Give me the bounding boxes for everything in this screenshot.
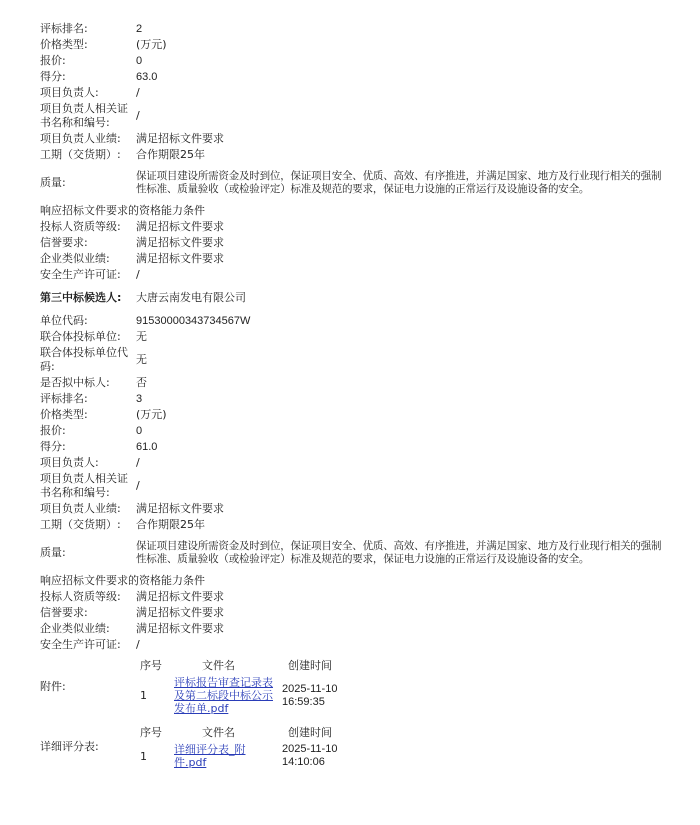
c3-period-value: 合作期限25年 [136,518,205,531]
c3-consortium-row [40,329,665,345]
score-table-col-time: 创建时间 [288,726,332,739]
tender-result-document [40,21,665,770]
c3-rank-value: 3 [136,393,143,405]
c3-pm-perf-label: 项目负责人业绩: [40,502,121,515]
attachment-created-time: 2025-11-10 16:59:35 [282,682,338,708]
c3-consortium-code-row [40,345,665,375]
attachments-section [40,655,665,716]
c3-bidder-level-value: 满足招标文件要求 [136,590,224,603]
c2-quality-label: 质量: [40,176,66,189]
c3-safety-label: 安全生产许可证: [40,638,121,651]
c2-quote-value: 0 [136,55,143,67]
c3-score-label: 得分: [40,440,66,453]
c3-bidder-level-row [40,589,665,605]
score-table [136,722,350,770]
c2-pm-cert-value: / [136,109,140,122]
c3-pm-cert-label: 项目负责人相关证书名称和编号: [40,472,128,499]
c3-safety-row [40,637,665,653]
c3-quality-value: 保证项目建设所需资金及时到位，保证项目安全、优质、高效、有序推进，并满足国家、地方及行业现行相关的强制性标准、质量验收（或检验评定）标准及规范的要求，保证电力设施的正常运行及设施设备的安全。 [136,540,662,565]
c3-heading-row [40,283,665,313]
c2-safety-label: 安全生产许可证: [40,268,121,281]
c3-code-row [40,313,665,329]
c3-pm-row [40,455,665,471]
c2-similar-row [40,251,665,267]
c3-code-label: 单位代码: [40,314,88,327]
c2-similar-label: 企业类似业绩: [40,252,110,265]
c2-pm-label: 项目负责人: [40,86,99,99]
score-table-label: 详细评分表: [40,740,99,753]
c3-similar-label: 企业类似业绩: [40,622,110,635]
c2-period-label: 工期（交货期）: [40,148,121,161]
score-file-created-time: 2025-11-10 14:10:06 [282,743,338,768]
attachments-label: 附件: [40,679,66,693]
c3-price-type-label: 价格类型: [40,408,88,421]
c2-quality-value: 保证项目建设所需资金及时到位，保证项目安全、优质、高效、有序推进，并满足国家、地方及行业现行相关的强制性标准、质量验收（或检验评定）标准及规范的要求，保证电力设施的正常运行及设施设备的安全。 [136,170,662,195]
c3-proposed-label: 是否拟中标人: [40,376,110,389]
c2-score-value: 63.0 [136,71,158,83]
c2-bidder-level-row [40,219,665,235]
c3-period-row [40,517,665,533]
score-table-col-name: 文件名 [202,726,235,739]
c2-safety-value: / [136,268,140,281]
c2-pm-perf-value: 满足招标文件要求 [136,132,224,145]
c3-score-row [40,439,665,455]
c3-pm-cert-value: / [136,479,140,492]
c3-bidder-level-label: 投标人资质等级: [40,590,121,603]
c3-quote-value: 0 [136,425,143,437]
c3-company-name: 大唐云南发电有限公司 [136,291,246,304]
c2-pm-cert-label: 项目负责人相关证书名称和编号: [40,102,128,129]
c3-qualification-heading: 响应招标文件要求的资格能力条件 [40,574,205,587]
c3-proposed-value: 否 [136,376,147,389]
attachments-col-time: 创建时间 [288,659,332,672]
c2-pm-value: / [136,86,140,99]
c3-credit-value: 满足招标文件要求 [136,606,224,619]
c3-consortium-code-value: 无 [136,353,147,366]
c2-rank-value: 2 [136,23,143,35]
attachment-no: 1 [140,689,147,702]
table-row [136,742,350,770]
c2-rank-label: 评标排名: [40,22,88,35]
c3-proposed-row [40,375,665,391]
c2-qualification-heading: 响应招标文件要求的资格能力条件 [40,204,205,217]
c3-consortium-code-label: 联合体投标单位代码: [40,346,128,373]
score-table-col-no: 序号 [140,726,162,739]
c2-period-value: 合作期限25年 [136,148,205,161]
c2-pm-perf-label: 项目负责人业绩: [40,132,121,145]
c2-quality-row [40,163,665,203]
c2-similar-value: 满足招标文件要求 [136,252,224,265]
c3-score-value: 61.0 [136,441,158,453]
c3-code-value: 91530000343734567W [136,315,251,327]
attachment-file-cell [170,675,278,716]
attachments-header-row [136,655,350,675]
c3-pm-value: / [136,456,140,469]
c3-quality-label: 质量: [40,546,66,559]
c3-period-label: 工期（交货期）: [40,518,121,531]
c3-pm-label: 项目负责人: [40,456,99,469]
table-row [136,675,350,716]
score-file-cell [170,742,278,770]
c3-similar-value: 满足招标文件要求 [136,622,224,635]
c2-price-type-row [40,37,665,53]
c3-credit-row [40,605,665,621]
c3-price-type-row [40,407,665,423]
c2-pm-perf-row [40,131,665,147]
c3-consortium-value: 无 [136,330,147,343]
c3-quote-label: 报价: [40,424,66,437]
c2-price-type-label: 价格类型: [40,38,88,51]
c2-quote-label: 报价: [40,54,66,67]
c3-rank-label: 评标排名: [40,392,88,405]
score-table-header-row [136,722,350,742]
attachments-col-no: 序号 [140,659,162,672]
c3-heading-label: 第三中标候选人: [40,291,122,304]
c2-credit-label: 信誉要求: [40,236,88,249]
attachments-table [136,655,350,716]
score-file-no: 1 [140,749,147,763]
c2-bidder-level-label: 投标人资质等级: [40,220,121,233]
c3-credit-label: 信誉要求: [40,606,88,619]
c3-quality-row [40,533,665,573]
c2-pm-cert-row [40,101,665,131]
c3-pm-cert-row [40,471,665,501]
c2-bidder-level-value: 满足招标文件要求 [136,220,224,233]
c2-score-label: 得分: [40,70,66,83]
score-file-link[interactable]: 详细评分表_附件.pdf [174,743,246,769]
attachment-file-link[interactable]: 评标报告审查记录表及第二标段中标公示发布单.pdf [174,676,273,715]
c2-pm-row [40,85,665,101]
c2-period-row [40,147,665,163]
c3-price-type-value: (万元) [136,408,167,421]
c3-pm-perf-row [40,501,665,517]
attachments-col-name: 文件名 [202,659,235,672]
c2-quote-row [40,53,665,69]
c2-safety-row [40,267,665,283]
c3-quote-row [40,423,665,439]
score-table-section [40,722,665,770]
c3-consortium-label: 联合体投标单位: [40,330,121,343]
c3-pm-perf-value: 满足招标文件要求 [136,502,224,515]
c2-score-row [40,69,665,85]
c3-safety-value: / [136,638,140,651]
c2-credit-value: 满足招标文件要求 [136,236,224,249]
c2-price-type-value: (万元) [136,38,167,51]
c3-rank-row [40,391,665,407]
c2-rank-row [40,21,665,37]
c2-credit-row [40,235,665,251]
c3-similar-row [40,621,665,637]
